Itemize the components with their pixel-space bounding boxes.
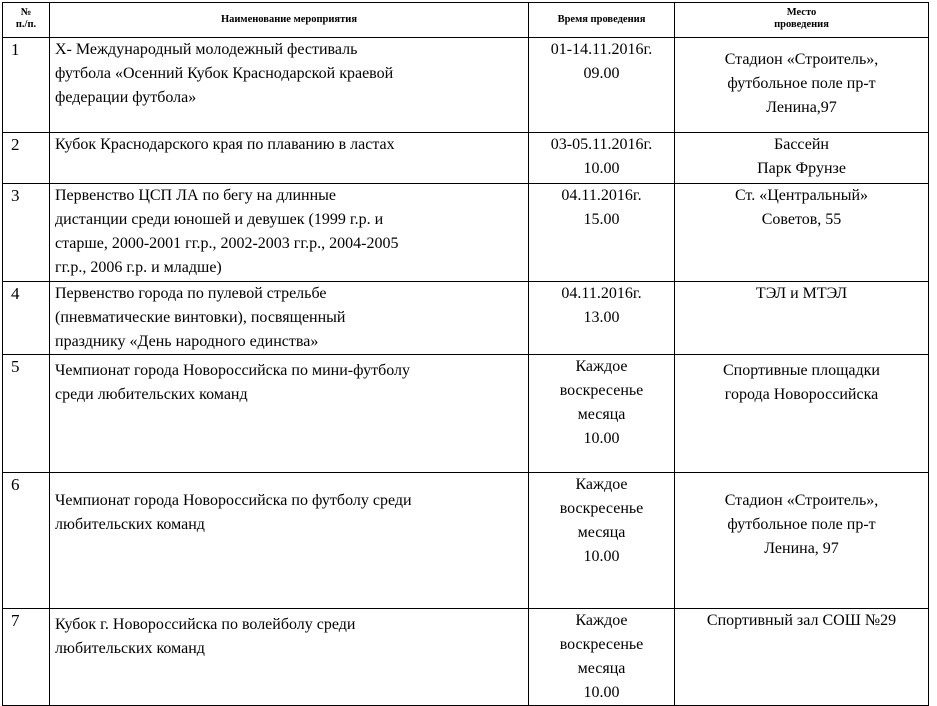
events-table xyxy=(2,2,929,706)
event-time-line: Каждое xyxy=(575,358,628,375)
row-number: 4 xyxy=(3,282,50,355)
header-name: Наименование мероприятия xyxy=(50,3,529,38)
row-number: 7 xyxy=(3,609,50,706)
event-name-line: Первенство города по пулевой стрельбе xyxy=(55,285,327,302)
row-number: 6 xyxy=(3,473,50,609)
event-place-line: Парк Фрунзе xyxy=(757,160,846,177)
event-place-line: футбольное поле пр-т xyxy=(727,516,876,533)
event-place-line: футбольное поле пр-т xyxy=(727,75,876,92)
header-row xyxy=(3,3,929,38)
table-row xyxy=(3,355,929,473)
event-time xyxy=(529,38,675,133)
event-place-line: Ленина, 97 xyxy=(764,540,839,557)
row-number: 1 xyxy=(3,38,50,133)
event-time xyxy=(529,473,675,609)
header-number-line2: п./п. xyxy=(15,19,37,30)
event-name-line: дистанции среди юношей и девушек (1999 г.р. и xyxy=(55,211,384,228)
event-name-line: (пневматические винтовки), посвященный xyxy=(55,309,346,326)
event-place-line: Ст. «Центральный» xyxy=(734,187,869,204)
event-name-line: Чемпионат города Новороссийска по футболу среди xyxy=(55,492,412,509)
event-name-line: любительских команд xyxy=(55,640,205,657)
event-place xyxy=(675,355,929,473)
event-time-line: 15.00 xyxy=(583,211,620,228)
header-number xyxy=(3,3,50,38)
event-time-line: 09.00 xyxy=(583,65,620,82)
event-time-line: 10.00 xyxy=(583,160,620,177)
event-place-line: Ленина,97 xyxy=(766,99,837,116)
header-number-line1: № xyxy=(20,7,32,18)
event-place xyxy=(675,473,929,609)
table-row xyxy=(3,184,929,282)
event-time-line: 01-14.11.2016г. xyxy=(550,41,653,58)
row-number: 3 xyxy=(3,184,50,282)
event-name-line: среди любительских команд xyxy=(55,386,248,403)
event-time-line: 10.00 xyxy=(583,548,620,565)
event-name xyxy=(50,282,529,355)
table-row xyxy=(3,473,929,609)
event-time xyxy=(529,184,675,282)
row-number: 5 xyxy=(3,355,50,473)
event-time-line: воскресенье xyxy=(559,636,644,653)
event-name xyxy=(50,473,529,609)
event-name-line: празднику «День народного единства» xyxy=(55,333,319,350)
event-time-line: месяца xyxy=(577,660,626,677)
event-place xyxy=(675,38,929,133)
event-time-line: 04.11.2016г. xyxy=(561,285,642,302)
event-name-line: Кубок г. Новороссийска по волейболу среди xyxy=(55,616,356,633)
event-place xyxy=(675,133,929,184)
event-name xyxy=(50,38,529,133)
event-place-line: города Новороссийска xyxy=(724,386,879,403)
table-row xyxy=(3,38,929,133)
table-row xyxy=(3,282,929,355)
event-name xyxy=(50,184,529,282)
event-place-line: Спортивный зал СОШ №29 xyxy=(706,612,897,629)
event-name-line: любительских команд xyxy=(55,516,205,533)
event-name-line: старше, 2000-2001 гг.р., 2002-2003 гг.р., 2004-2005 xyxy=(55,235,399,252)
event-place-line: Бассейн xyxy=(774,136,829,153)
event-time-line: Каждое xyxy=(575,476,628,493)
event-name-line: Чемпионат города Новороссийска по мини-футболу xyxy=(55,362,410,379)
event-name-line: Кубок Краснодарского края по плаванию в ластах xyxy=(55,136,395,153)
event-place-line: Советов, 55 xyxy=(761,211,842,228)
header-place-line1: Место xyxy=(786,7,817,18)
header-time: Время проведения xyxy=(529,3,675,38)
event-name xyxy=(50,355,529,473)
event-name-line: Первенство ЦСП ЛА по бегу на длинные xyxy=(55,187,336,204)
event-time-line: 10.00 xyxy=(583,684,620,701)
event-place-line: Стадион «Строитель», xyxy=(724,51,879,68)
event-name-line: федерации футбола» xyxy=(55,89,197,106)
event-time-line: 04.11.2016г. xyxy=(561,187,642,204)
event-name xyxy=(50,609,529,706)
event-time-line: месяца xyxy=(577,406,626,423)
event-time-line: 03-05.11.2016г. xyxy=(550,136,653,153)
event-name-line: футбола «Осенний Кубок Краснодарской краевой xyxy=(55,65,394,82)
row-number: 2 xyxy=(3,133,50,184)
event-place-line: Стадион «Строитель», xyxy=(724,492,879,509)
header-place xyxy=(675,3,929,38)
event-name-line: гг.р., 2006 г.р. и младше) xyxy=(55,259,222,276)
event-name-line: X- Международный молодежный фестиваль xyxy=(55,41,358,58)
header-place-line2: проведения xyxy=(774,19,829,30)
table-row xyxy=(3,609,929,706)
event-name xyxy=(50,133,529,184)
event-time-line: Каждое xyxy=(575,612,628,629)
event-time xyxy=(529,609,675,706)
event-place-line: ТЭЛ и МТЭЛ xyxy=(755,285,848,302)
event-place xyxy=(675,282,929,355)
event-time-line: месяца xyxy=(577,524,626,541)
event-place-line: Спортивные площадки xyxy=(723,362,880,379)
event-time xyxy=(529,282,675,355)
table-row xyxy=(3,133,929,184)
event-time-line: воскресенье xyxy=(559,500,644,517)
event-time-line: 10.00 xyxy=(583,430,620,447)
event-place xyxy=(675,184,929,282)
event-place xyxy=(675,609,929,706)
event-time-line: 13.00 xyxy=(583,309,620,326)
event-time xyxy=(529,133,675,184)
event-time xyxy=(529,355,675,473)
event-time-line: воскресенье xyxy=(559,382,644,399)
